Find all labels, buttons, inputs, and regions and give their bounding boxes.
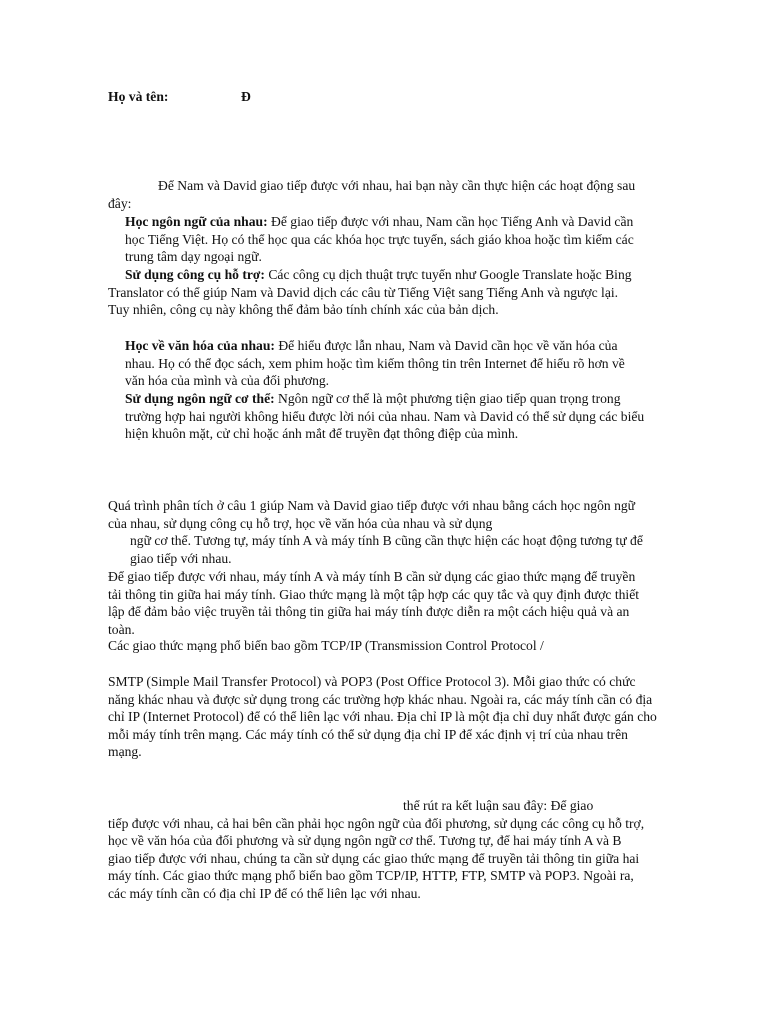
item-title: Sử dụng công cụ hỗ trợ:: [125, 267, 265, 282]
name-value: Đ: [241, 89, 251, 104]
list-item-learn-culture: [108, 337, 645, 390]
conclusion-paragraph: [108, 797, 648, 902]
item-text: Ngôn ngữ cơ thể là một phương tiện giao tiếp quan trọng trong trường hợp hai người không hiểu được lời nói của nhau. Nam và David có thể sử dụng các biểu hiện khuôn mặt, cử chỉ hoặc ánh mắt để truyền đạt thông điệp của mình.: [125, 391, 645, 441]
name-label: Họ và tên:: [108, 89, 169, 104]
analysis-line-a: Quá trình phân tích ở câu 1 giúp Nam và David giao tiếp được với nhau bằng cách học ngôn ngữ của nhau, sử dụng công cụ hỗ trợ, học về văn hóa của nhau và sử dụng: [108, 498, 636, 531]
item-title: Học ngôn ngữ của nhau:: [125, 214, 268, 229]
protocol-paragraph: Để giao tiếp được với nhau, máy tính A và máy tính B cần sử dụng các giao thức mạng để truyền tải thông tin giữa hai máy tính. Giao thức mạng là một tập hợp các quy tắc và quy định được thiết lập để đảm bảo việc truyền tải thông tin giữa hai máy tính được diễn ra một cách hiệu quả và an toàn.: [108, 569, 640, 637]
item-text: Để giao tiếp được với nhau, Nam cần học Tiếng Anh và David cần học Tiếng Việt. Họ có thể học qua các khóa học trực tuyến, sách giáo khoa hoặc tìm kiếm các trung tâm dạy ngoại ngữ.: [125, 214, 634, 264]
item-title: Sử dụng ngôn ngữ cơ thể:: [125, 391, 275, 406]
item-title: Học về văn hóa của nhau:: [125, 338, 275, 353]
analysis-line-b: ngữ cơ thể. Tương tự, máy tính A và máy tính B cũng cần thực hiện các hoạt động tương tự để giao tiếp với nhau.: [130, 533, 643, 566]
intro-paragraph: Để Nam và David giao tiếp được với nhau, hai bạn này cần thực hiện các hoạt động sau đây:: [108, 178, 636, 211]
smtp-paragraph: SMTP (Simple Mail Transfer Protocol) và POP3 (Post Office Protocol 3). Mỗi giao thức có chức năng khác nhau và được sử dụng trong các trường hợp khác nhau. Ngoài ra, các máy tính cần có địa chỉ IP (Internet Protocol) để có thể liên lạc với nhau. Địa chỉ IP là một địa chỉ duy nhất được gán cho mỗi máy tính trên mạng. Các máy tính có thể sử dụng địa chỉ IP để xác định vị trí của nhau trên mạng.: [108, 674, 657, 759]
list-item-body-language: [108, 390, 645, 443]
conclusion-text: tiếp được với nhau, cả hai bên cần phải học ngôn ngữ của đối phương, sử dụng các công cụ hỗ trợ, học về văn hóa của đối phương và sử dụng ngôn ngữ cơ thể. Tương tự, để hai máy tính A và B giao tiếp được với nhau, chúng ta cần sử dụng các giao thức mạng để truyền tải thông tin giữa hai máy tính. Các giao thức mạng phổ biến bao gồm TCP/IP, HTTP, FTP, SMTP và POP3. Ngoài ra, các máy tính cần có địa chỉ IP để có thể liên lạc với nhau.: [108, 815, 645, 901]
analysis-paragraph: [108, 497, 648, 567]
conclusion-lead: thể rút ra kết luận sau đây: Để giao: [403, 798, 594, 813]
list-item-learn-language: [108, 213, 645, 266]
item-text: Các công cụ dịch thuật trực tuyến như Google Translate hoặc Bing Translator có thể giúp Nam và David dịch các câu từ Tiếng Việt sang Tiếng Anh và ngược lại. Tuy nhiên, công cụ này không thể đảm bảo tính chính xác của bản dịch.: [108, 267, 632, 317]
list-item-support-tools: [108, 266, 638, 319]
common-protocols-line: Các giao thức mạng phổ biến bao gồm TCP/IP (Transmission Control Protocol /: [108, 638, 544, 653]
item-text: Để hiểu được lẫn nhau, Nam và David cần học về văn hóa của nhau. Họ có thể đọc sách, xem phim hoặc tìm kiếm thông tin trên Internet để hiểu rõ hơn về văn hóa của mình và của đối phương.: [125, 338, 625, 388]
